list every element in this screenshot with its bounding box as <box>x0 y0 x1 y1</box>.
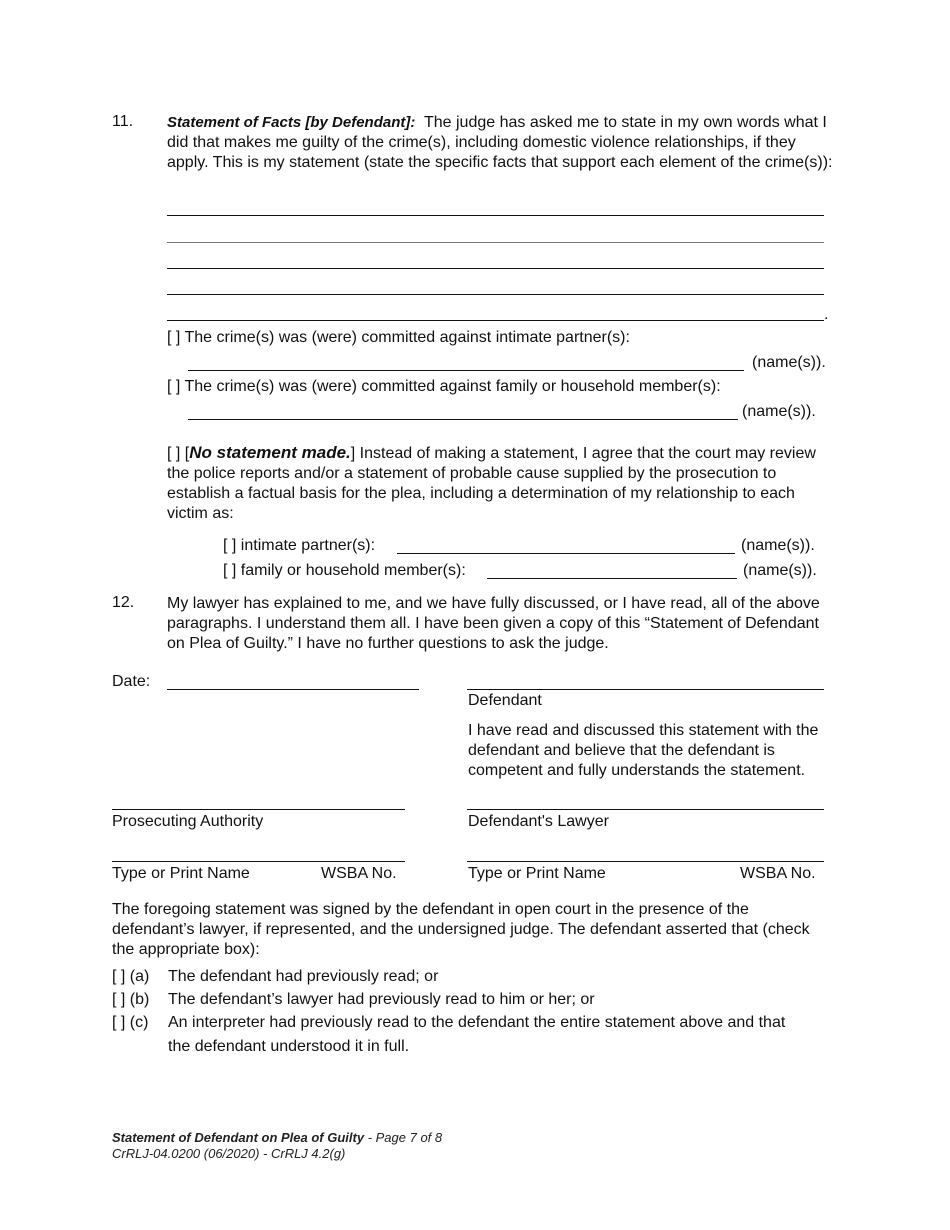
lawyer-signature-line[interactable] <box>467 809 824 810</box>
no-statement-checkbox[interactable]: [ ] [ <box>167 445 190 462</box>
defendant-label: Defendant <box>468 692 542 709</box>
sub-family-option <box>223 562 466 580</box>
footer <box>112 1130 442 1162</box>
prosecutor-print-name-label: Type or Print Name <box>112 865 250 882</box>
sub-intimate-checkbox[interactable]: [ ] <box>223 537 237 554</box>
family-member-checkbox[interactable]: [ ] <box>167 378 181 395</box>
footer-page: - Page 7 of 8 <box>364 1130 443 1145</box>
option-c-text: An interpreter had previously read to the defendant the entire statement above and that <box>168 1014 786 1031</box>
option-c-marker[interactable]: [ ] (c) <box>112 1014 149 1031</box>
family-member-option <box>167 378 721 396</box>
intimate-partner-option <box>167 329 630 347</box>
item-11-number: 11. <box>112 113 134 130</box>
family-member-names-line[interactable] <box>188 419 738 420</box>
sub-intimate-option <box>223 537 375 555</box>
defendants-lawyer-label: Defendant's Lawyer <box>468 813 609 830</box>
sub-intimate-label: intimate partner(s): <box>240 537 376 554</box>
footer-title-line <box>112 1130 442 1146</box>
footer-title: Statement of Defendant on Plea of Guilty <box>112 1130 365 1145</box>
prosecutor-wsba-label: WSBA No. <box>321 865 397 882</box>
statement-line-2[interactable] <box>167 242 824 243</box>
option-c-continuation: the defendant understood it in full. <box>168 1038 410 1055</box>
option-a-text: The defendant had previously read; or <box>168 968 439 985</box>
sub-intimate-names-line[interactable] <box>397 553 735 554</box>
intimate-partner-text: The crime(s) was (were) committed against intimate partner(s): <box>184 329 630 346</box>
intimate-partner-names-line[interactable] <box>188 370 744 371</box>
prosecuting-signature-line[interactable] <box>112 809 405 810</box>
item-12-number: 12. <box>112 594 135 611</box>
option-b-marker[interactable]: [ ] (b) <box>112 991 150 1008</box>
no-statement-text: ] Instead of making a statement, I agree that the court may review the police reports and/or a statement of probable cause supplied by the prosecution to establish a factual basis for the plea, including a determination of my relationship to each victim as: <box>167 445 816 522</box>
lawyer-wsba-label: WSBA No. <box>740 865 816 882</box>
sub-family-names-suffix: (name(s)). <box>743 562 817 579</box>
item-11-paragraph <box>167 113 839 173</box>
defendant-signature-line[interactable] <box>467 689 824 690</box>
statement-line-3[interactable] <box>167 268 824 269</box>
lawyer-statement: I have read and discussed this statement with the defendant and believe that the defendant is competent and fully understands the statement. <box>468 722 819 779</box>
option-b-text: The defendant’s lawyer had previously read to him or her; or <box>168 991 595 1008</box>
statement-line-5[interactable] <box>167 320 824 321</box>
item-12-text: My lawyer has explained to me, and we have fully discussed, or I have read, all of the above paragraphs. I understand them all. I have been given a copy of this “Statement of Defendant on Plea of Guilty.” I have no further questions to ask the judge. <box>167 595 820 652</box>
option-a-marker[interactable]: [ ] (a) <box>112 968 150 985</box>
intimate-partner-checkbox[interactable]: [ ] <box>167 329 181 346</box>
statement-line-4[interactable] <box>167 294 824 295</box>
prosecuting-authority-label: Prosecuting Authority <box>112 813 264 830</box>
sub-family-checkbox[interactable]: [ ] <box>223 562 237 579</box>
lawyer-print-name-label: Type or Print Name <box>468 865 606 882</box>
no-statement-paragraph <box>167 443 817 524</box>
sub-family-label: family or household member(s): <box>240 562 466 579</box>
sub-family-names-line[interactable] <box>487 578 737 579</box>
footer-form-id: CrRLJ-04.0200 (06/2020) - CrRLJ 4.2(g) <box>112 1146 346 1161</box>
date-label: Date: <box>112 673 151 690</box>
statement-of-facts-heading: Statement of Facts [by Defendant]: <box>167 114 416 131</box>
family-member-names-suffix: (name(s)). <box>742 403 816 420</box>
lawyer-print-name-line[interactable] <box>467 861 824 862</box>
statement-of-facts-text: The judge has asked me to state in my own words what I did that makes me guilty of the crime(s), including domestic violence relationships, if they apply. This is my statement (state the specific facts that support each element of the crime(s)): <box>167 114 833 171</box>
family-member-text: The crime(s) was (were) committed against family or household member(s): <box>184 378 721 395</box>
prosecutor-print-name-line[interactable] <box>112 861 405 862</box>
court-statement: The foregoing statement was signed by the defendant in open court in the presence of the defendant’s lawyer, if represented, and the undersigned judge. The defendant asserted that (check the appropriate box): <box>112 901 810 958</box>
date-line[interactable] <box>167 689 419 690</box>
no-statement-title: No statement made. <box>189 443 351 462</box>
sub-intimate-names-suffix: (name(s)). <box>741 537 815 554</box>
statement-end-period: . <box>824 306 829 323</box>
intimate-partner-names-suffix: (name(s)). <box>752 354 826 371</box>
statement-line-1[interactable] <box>167 215 824 216</box>
